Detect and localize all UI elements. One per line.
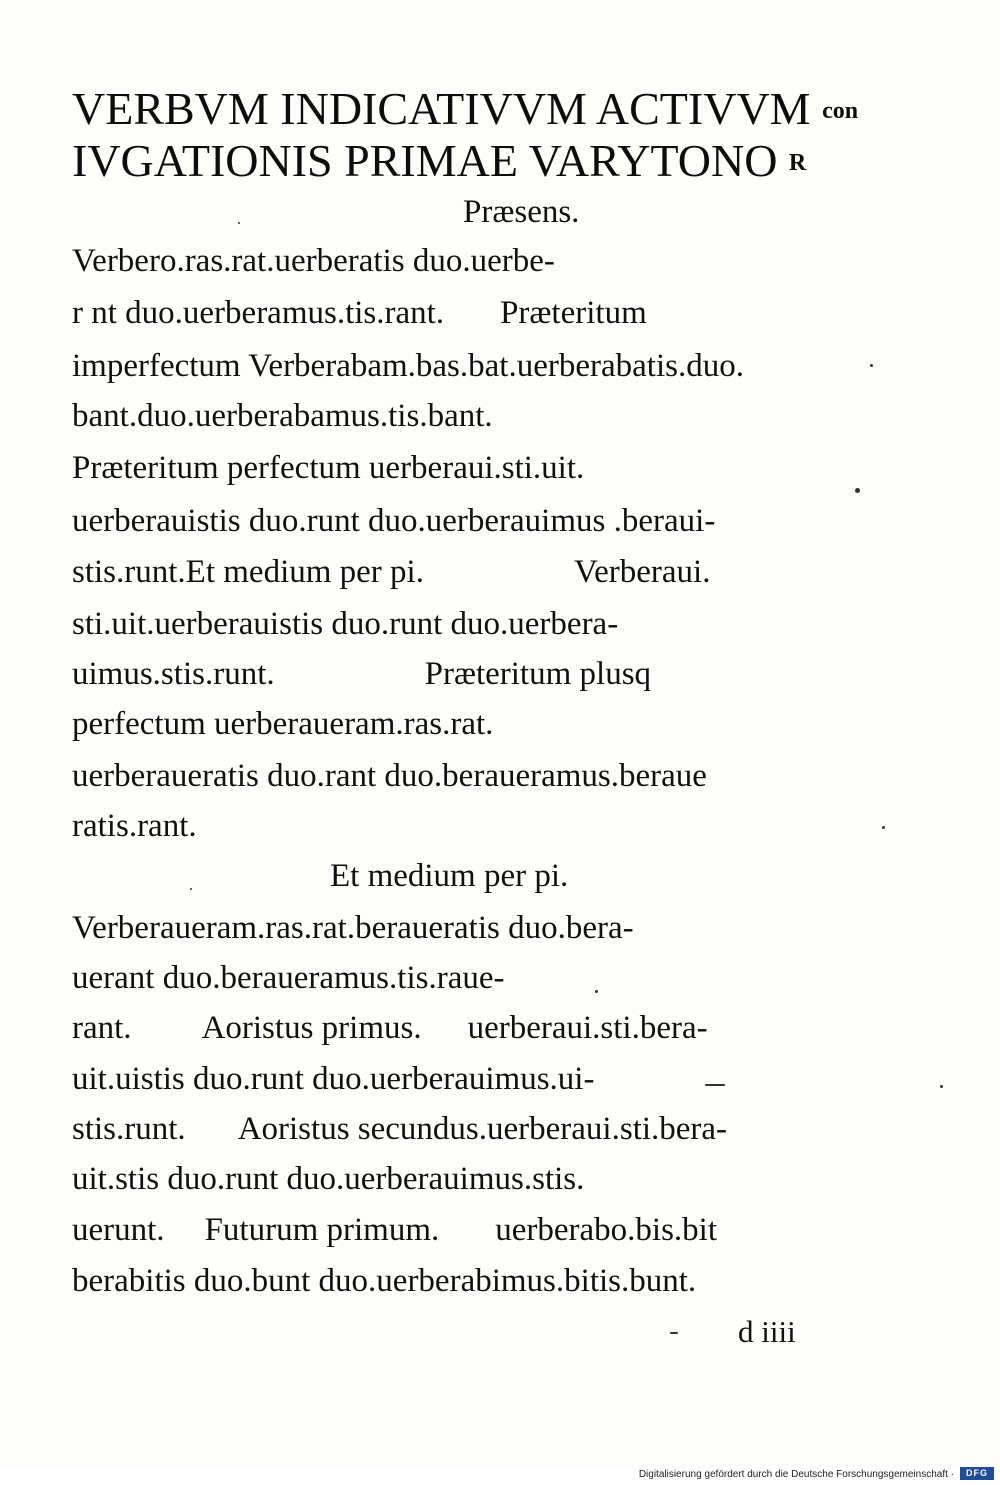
text-line: uerant duo.beraueramus.tis.raue- <box>72 960 505 996</box>
text-segment: rant. <box>72 1010 132 1046</box>
ink-speck <box>705 1084 725 1086</box>
text-line: uerberaueratis duo.rant duo.beraueramus.beraue <box>72 758 707 794</box>
text-segment: uerberabo.bis.bit <box>495 1212 718 1248</box>
text-line: Verbero.ras.rat.uerberatis duo.uerbe- <box>72 243 555 279</box>
dfg-logo: DFG <box>960 1467 994 1480</box>
heading-line-2 <box>72 135 807 186</box>
heading-line-2-tail: R <box>788 150 807 176</box>
text-line: berabitis duo.bunt duo.uerberabimus.bitis.bunt. <box>72 1263 697 1299</box>
text-line: uit.uistis duo.runt duo.uerberauimus.ui- <box>72 1061 595 1097</box>
text-line: sti.uit.uerberauistis duo.runt duo.uerbera- <box>72 606 619 642</box>
text-segment: Aoristus secundus.uerberaui.sti.bera- <box>237 1111 728 1147</box>
heading-line-1-tail: con <box>822 98 859 124</box>
text-segment: uerunt. <box>72 1212 165 1248</box>
text-line: Præteritum perfectum uerberaui.sti.uit. <box>72 450 585 486</box>
text-line: bant.duo.uerberabamus.tis.bant. <box>72 398 493 434</box>
text-line <box>72 556 710 589</box>
ink-speck <box>238 222 240 224</box>
ink-speck <box>855 488 860 493</box>
text-segment: r nt duo.uerberamus.tis.rant. <box>72 295 445 331</box>
text-segment: Verberaui. <box>573 554 711 590</box>
text-line: ratis.rant. <box>72 808 197 844</box>
text-line <box>72 1012 708 1045</box>
subheading-medium: Et medium per pi. <box>330 858 569 894</box>
text-line <box>72 1214 717 1247</box>
text-line <box>72 658 651 691</box>
heading-line-2-text: IVGATIONIS PRIMAE VARYTONO <box>72 135 778 186</box>
digitization-credit: Digitalisierung gefördert durch die Deutsche Forschungsgemeinschaft · <box>638 1469 954 1480</box>
heading-line-1 <box>72 83 859 134</box>
text-segment: stis.runt. <box>72 1111 186 1147</box>
ink-speck <box>595 990 598 993</box>
text-segment: Aoristus primus. <box>201 1010 422 1046</box>
text-line <box>72 1113 727 1146</box>
text-segment: uerberaui.sti.bera- <box>467 1010 708 1046</box>
signature-mark: d iiii <box>738 1314 796 1349</box>
text-segment: Præteritum <box>500 295 647 331</box>
text-line: Verberaueram.ras.rat.beraueratis duo.bera- <box>72 910 634 946</box>
section-title-praesens: Præsens. <box>463 194 580 230</box>
ink-speck <box>940 1085 943 1088</box>
text-segment: Futurum primum. <box>204 1212 440 1248</box>
ink-speck <box>670 1332 678 1334</box>
heading-line-1-text: VERBVM INDICATIVVM ACTIVVM <box>72 83 811 134</box>
text-segment: stis.runt.Et medium per pi. <box>72 554 424 590</box>
text-line: uerberauistis duo.runt duo.uerberauimus .beraui- <box>72 503 716 539</box>
ink-speck <box>190 888 192 890</box>
ink-speck <box>870 364 873 367</box>
text-line: imperfectum Verberabam.bas.bat.uerberabatis.duo. <box>72 348 744 384</box>
text-line <box>72 297 647 330</box>
text-line: uit.stis duo.runt duo.uerberauimus.stis. <box>72 1161 585 1197</box>
text-line: perfectum uerberaueram.ras.rat. <box>72 706 494 742</box>
ink-speck <box>882 826 885 829</box>
text-segment: uimus.stis.runt. <box>72 656 275 692</box>
text-segment: Præteritum plusq <box>424 656 652 692</box>
